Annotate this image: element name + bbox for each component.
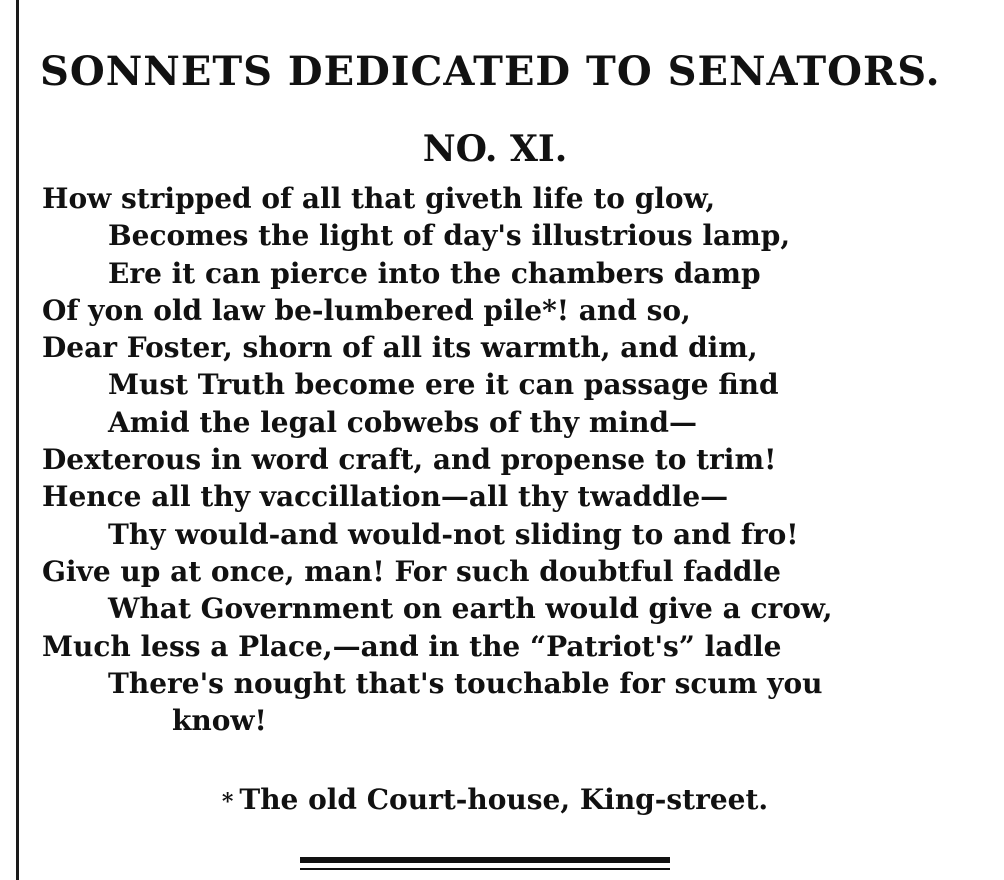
poem-line: Becomes the light of day's illustrious lamp, bbox=[108, 219, 791, 253]
footnote-text: The old Court-house, King-street. bbox=[239, 783, 769, 816]
poem-line: Dexterous in word craft, and propense to trim! bbox=[42, 443, 777, 477]
poem-line: Give up at once, man! For such doubtful faddle bbox=[42, 554, 781, 588]
article-title: SONNETS DEDICATED TO SENATORS. bbox=[40, 48, 941, 95]
poem-line: Thy would-and would-not sliding to and fro! bbox=[108, 517, 799, 551]
poem-line: Must Truth become ere it can passage find bbox=[108, 368, 779, 402]
section-divider bbox=[300, 857, 670, 863]
sonnet-body bbox=[42, 180, 982, 739]
poem-line: There's nought that's touchable for scum you bbox=[108, 666, 823, 700]
poem-line: know! bbox=[172, 704, 267, 738]
poem-line: Dear Foster, shorn of all its warmth, and dim, bbox=[42, 331, 758, 365]
poem-line: Amid the legal cobwebs of thy mind— bbox=[108, 405, 698, 439]
section-divider-thin bbox=[300, 868, 670, 870]
poem-line: Hence all thy vaccillation—all thy twaddle— bbox=[42, 480, 729, 514]
footnote-asterisk: * bbox=[221, 789, 234, 815]
poem-line: Of yon old law be-lumbered pile*! and so, bbox=[42, 293, 691, 327]
footnote bbox=[0, 783, 990, 816]
poem-line: Much less a Place,—and in the “Patriot's” ladle bbox=[42, 629, 782, 663]
sonnet-number: NO. XI. bbox=[422, 128, 568, 170]
poem-line: How stripped of all that giveth life to glow, bbox=[42, 182, 716, 215]
poem-line: Ere it can pierce into the chambers damp bbox=[108, 256, 761, 290]
poem-line: What Government on earth would give a crow, bbox=[108, 592, 833, 626]
